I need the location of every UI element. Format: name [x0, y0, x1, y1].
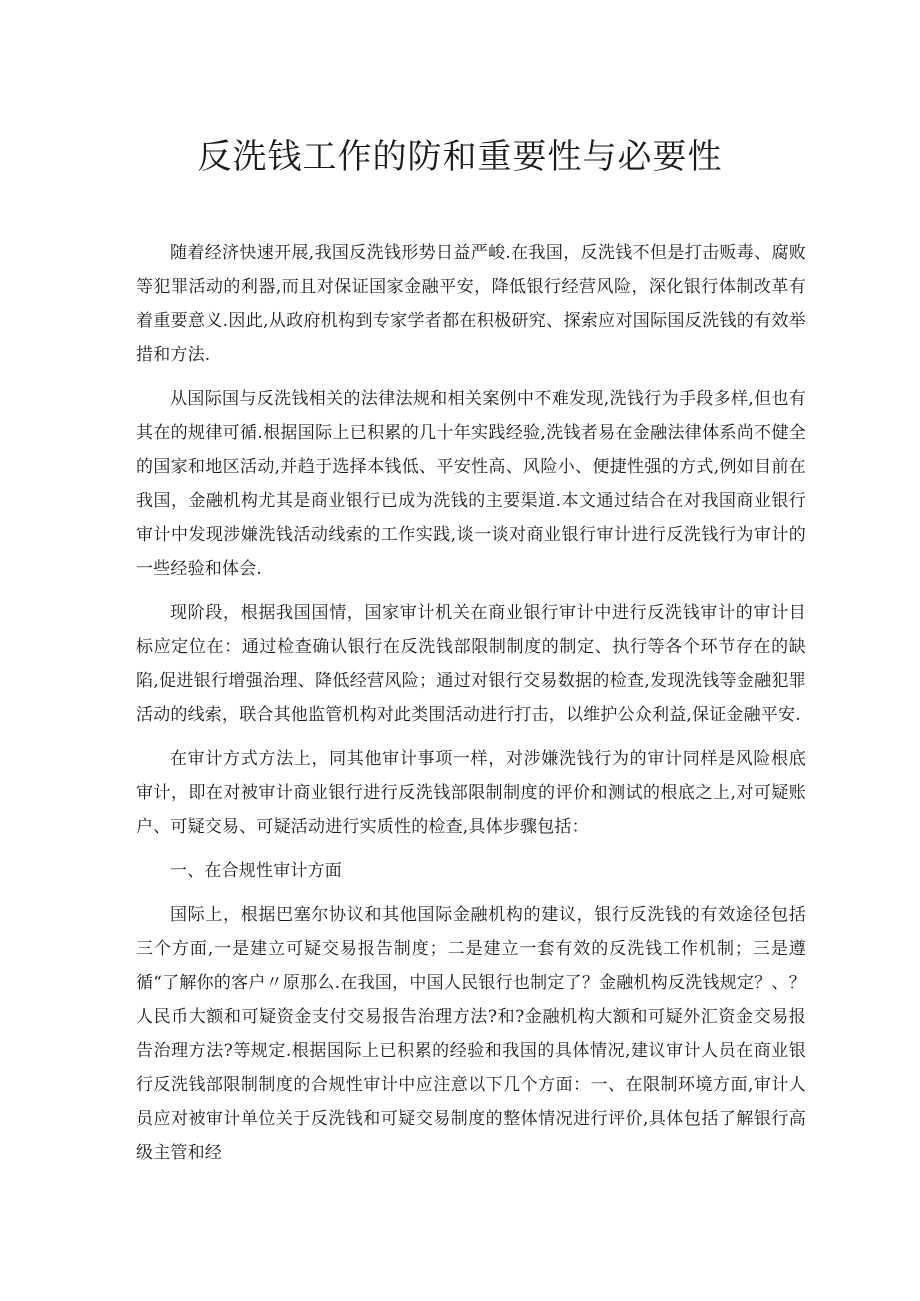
paragraph-audit-methods: 在审计方式方法上，同其他审计事项一样，对涉嫌洗钱行为的审计同样是风险根底审计，即在对被审计商业银行进行反洗钱部限制制度的评价和测试的根底之上,对可疑账户、可疑交易、可疑活动进行实质性的检查,具体步骤包括：	[136, 749, 806, 837]
document-body	[136, 236, 806, 1180]
document-title: 反洗钱工作的防和重要性与必要性	[197, 137, 723, 177]
paragraph-audit-objectives: 现阶段，根据我国国情，国家审计机关在商业银行审计中进行反洗钱审计的审计目标应定位在：通过检查确认银行在反洗钱部限制制度的制定、执行等各个环节存在的缺陷,促进银行增强治理、降低经营风险；通过对银行交易数据的检查,发现洗钱等金融犯罪活动的线索，联合其他监管机构对此类围活动进行打击，以维护公众利益,保证金融平安.	[136, 603, 806, 725]
paragraph-international-practice: 国际上，根据巴塞尔协议和其他国际金融机构的建议，银行反洗钱的有效途径包括三个方面,一是建立可疑交易报告制度；二是建立一套有效的反洗钱工作机制；三是遵循“了解你的客户〃原那么.在我国，中国人民银行也制定了？金融机构反洗钱规定？、？人民币大额和可疑资金支付交易报告治理方法?和?金融机构大额和可疑外汇资金交易报告治理方法?等规定.根据国际上已积累的经验和我国的具体情况,建议审计人员在商业银行反洗钱部限制制度的合规性审计中应注意以下几个方面：一、在限制环境方面,审计人员应对被审计单位关于反洗钱和可疑交易制度的整体情况进行评价,具体包括了解银行高级主管和经	[136, 905, 806, 1163]
section-heading-compliance-audit: 一、在合规性审计方面	[170, 861, 342, 881]
paragraph-intro: 随着经济快速开展,我国反洗钱形势日益严峻.在我国，反洗钱不但是打击贩毒、腐败等犯罪活动的利器,而且对保证国家金融平安，降低银行经营风险，深化银行体制改革有着重要意义.因此,从政府机构到专家学者都在积极研究、探索应对国际国反洗钱的有效举措和方法.	[136, 243, 806, 365]
paragraph-laundering-patterns: 从国际国与反洗钱相关的法律法规和相关案例中不难发现,洗钱行为手段多样,但也有其在的规律可循.根据国际上已积累的几十年实践经验,洗钱者易在金融法律体系尚不健全的国家和地区活动,并趋于选择本钱低、平安性高、风险小、便捷性强的方式,例如目前在我国，金融机构尤其是商业银行已成为洗钱的主要渠道.本文通过结合在对我国商业银行审计中发现涉嫌洗钱活动线索的工作实践,谈一谈对商业银行审计进行反洗钱行为审计的一些经验和体会.	[136, 389, 806, 579]
